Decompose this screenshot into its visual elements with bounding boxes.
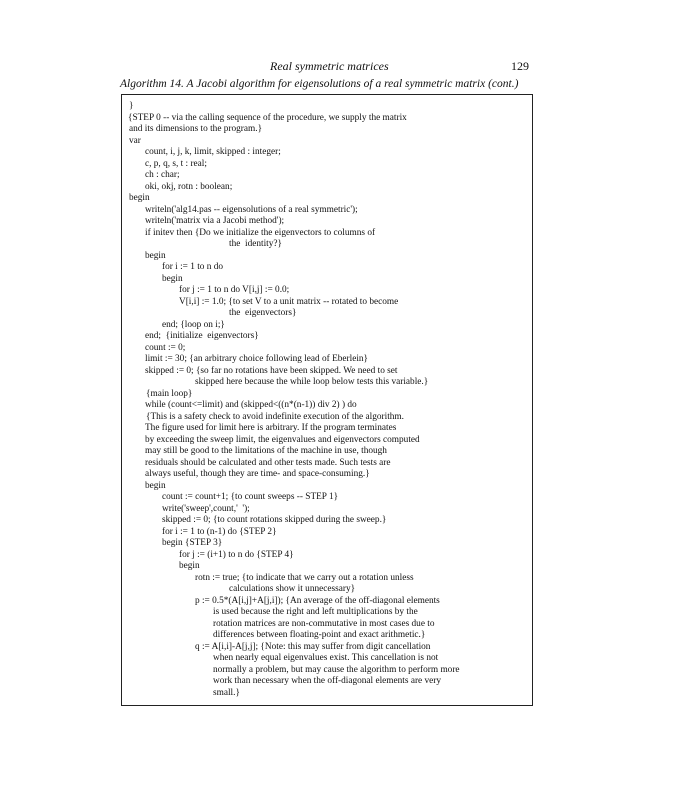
code-line: limit := 30; {an arbitrary choice following lead of Eberlein}: [145, 354, 369, 364]
code-line: writeln('matrix via a Jacobi method');: [145, 216, 285, 226]
code-line: calculations show it unnecessary}: [229, 584, 356, 594]
code-line: skipped here because the while loop below tests this variable.}: [195, 377, 429, 387]
code-line: writeln('alg14.pas -- eigensolutions of a real symmetric');: [145, 204, 358, 215]
code-line: {This is a safety check to avoid indefinite execution of the algorithm.: [146, 411, 404, 422]
code-line: normally a problem, but may cause the algorithm to perform more: [213, 664, 460, 675]
running-header: [0, 58, 688, 74]
code-line: begin: [145, 250, 166, 261]
code-line: when nearly equal eigenvalues exist. This cancellation is not: [213, 653, 439, 663]
code-line: may still be good to the limitations of the machine in use, though: [145, 446, 387, 456]
code-line: write('sweep',count,' ');: [162, 503, 250, 514]
code-line: count, i, j, k, limit, skipped : integer;: [145, 147, 281, 157]
code-line: for j := 1 to n do V[i,j] := 0.0;: [179, 285, 290, 295]
code-line: end; {initialize eigenvectors}: [145, 331, 259, 341]
code-line: count := count+1; {to count sweeps -- STEP 1}: [162, 492, 339, 502]
code-line: small.}: [213, 687, 240, 698]
code-line: rotn := true; {to indicate that we carry out a rotation unless: [195, 572, 414, 583]
code-line: always useful, though they are time- and space-consuming.}: [145, 469, 370, 479]
code-line: the eigenvectors}: [229, 308, 297, 318]
code-line: {STEP 0 -- via the calling sequence of the procedure, we supply the matrix: [128, 112, 407, 123]
code-line: The figure used for limit here is arbitrary. If the program terminates: [145, 423, 397, 433]
code-line: oki, okj, rotn : boolean;: [145, 181, 233, 192]
code-line: rotation matrices are non-commutative in most cases due to: [213, 618, 435, 629]
code-line: count := 0;: [145, 342, 186, 353]
code-line: {main loop}: [146, 388, 193, 399]
code-line: end; {loop on i;}: [162, 319, 225, 330]
code-line: for i := 1 to n do: [162, 262, 224, 272]
code-line: and its dimensions to the program.}: [129, 124, 263, 134]
code-line: differences between floating-point and exact arithmetic.}: [213, 630, 426, 640]
code-line: by exceeding the sweep limit, the eigenvalues and eigenvectors computed: [145, 434, 420, 445]
code-line: the identity?}: [229, 239, 282, 249]
code-line: work than necessary when the off-diagonal elements are very: [213, 676, 442, 686]
code-line: p := 0.5*(A[i,j]+A[j,i]); {An average of the off-diagonal elements: [195, 595, 440, 606]
running-title: Real symmetric matrices: [270, 59, 389, 73]
code-line: var: [129, 135, 141, 146]
code-line: begin: [145, 480, 166, 491]
code-line: c, p, q, s, t : real;: [145, 158, 207, 169]
code-line: for j := (i+1) to n do {STEP 4}: [179, 549, 294, 560]
code-line: begin: [162, 273, 183, 284]
code-line: q := A[i,i]-A[j,j]; {Note: this may suffer from digit cancellation: [195, 641, 431, 652]
code-line: is used because the right and left multiplications by the: [213, 607, 418, 617]
code-listing-box: [121, 94, 533, 706]
code-line: if initev then {Do we initialize the eigenvectors to columns of: [145, 227, 376, 238]
code-line: begin: [129, 193, 150, 203]
code-line: while (count<=limit) and (skipped<((n*(n-1)) div 2) ) do: [145, 400, 357, 410]
code-line: for i := 1 to (n-1) do {STEP 2}: [162, 526, 277, 537]
code-line: residuals should be calculated and other tests made. Such tests are: [145, 457, 391, 468]
page-number: 129: [511, 59, 529, 73]
code-line: skipped := 0; {so far no rotations have been skipped. We need to set: [145, 365, 398, 376]
code-line: begin {STEP 3}: [162, 538, 223, 548]
code-line: V[i,i] := 1.0; {to set V to a unit matrix -- rotated to become: [179, 296, 399, 307]
code-line: }: [129, 101, 134, 111]
code-line: ch : char;: [145, 170, 180, 180]
code-line: begin: [179, 561, 200, 571]
code-line: skipped := 0; {to count rotations skipped during the sweep.}: [162, 515, 387, 525]
algorithm-caption: Algorithm 14. A Jacobi algorithm for eigensolutions of a real symmetric matrix (cont.): [120, 78, 519, 90]
